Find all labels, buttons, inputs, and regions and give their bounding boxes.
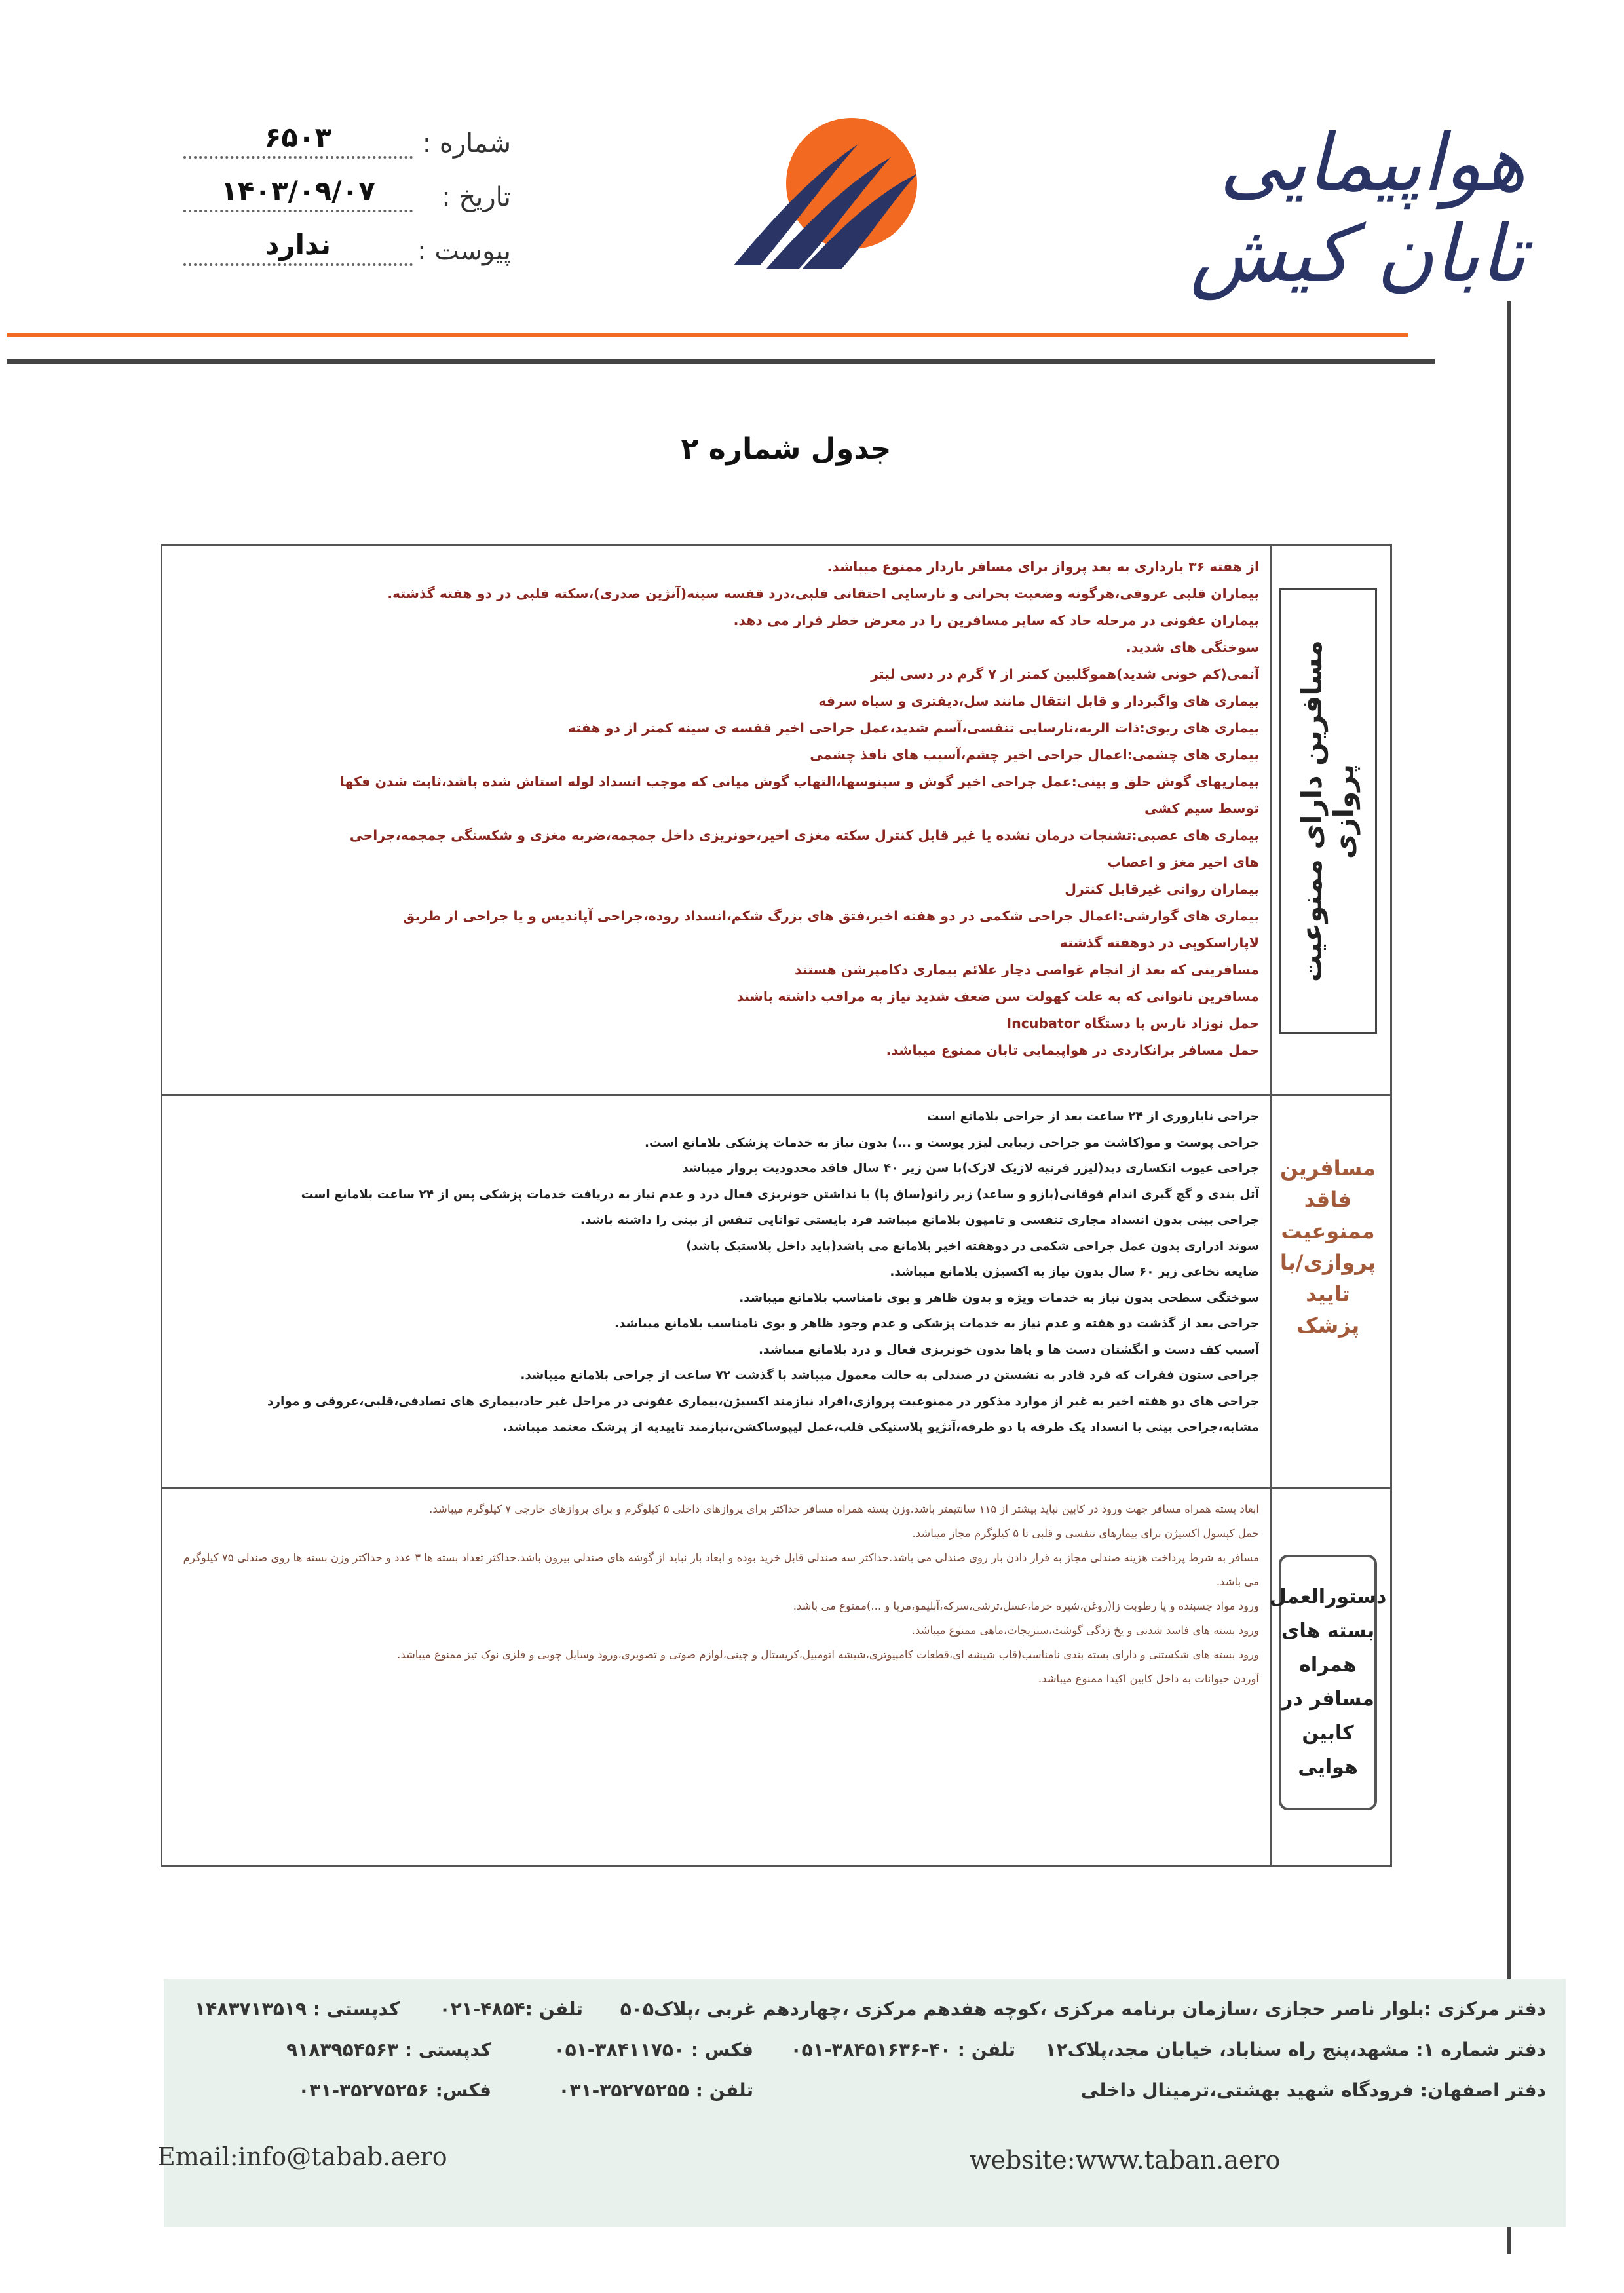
footer-email[interactable]: Email:info@tabab.aero bbox=[157, 2142, 447, 2171]
section-cabin-baggage-rules bbox=[162, 1489, 1390, 1867]
section-label-box bbox=[1279, 588, 1377, 1034]
section-label-box bbox=[1269, 1555, 1387, 1810]
number-row bbox=[183, 105, 511, 159]
mashhad-fax: فکس : ۳۸۴۱۱۷۵۰-۰۵۱ bbox=[554, 2039, 753, 2060]
rule-line: ورود بسته های فاسد شدنی و یخ زدگی گوشت،سبزیجات،ماهی ممنوع میباشد. bbox=[911, 1624, 1259, 1637]
rule-line: های اخیر مغز و اعصاب bbox=[1107, 854, 1259, 870]
rule-line: سوختگی های شدید. bbox=[1125, 639, 1259, 655]
document-title: جدول شماره ۲ bbox=[681, 432, 892, 466]
section-label-box bbox=[1279, 1116, 1377, 1378]
restrictions-table bbox=[161, 544, 1392, 1867]
number-label: شماره : bbox=[422, 128, 511, 159]
section-label: مسافرین دارای ممنوعیت پروازی bbox=[1296, 640, 1360, 982]
isfahan-phone: تلفن : ۳۵۲۷۵۲۵۵-۰۳۱ bbox=[558, 2079, 753, 2101]
rule-line: بیماری های چشمی:اعمال جراحی اخیر چشم،آسیب های نافذ چشمی bbox=[810, 747, 1259, 763]
rule-line: جراحی ستون فقرات که فرد قادر به نشستن در صندلی به حالت معمول میباشد با گذشت ۷۲ ساعت از جراحی بلامانع میباشد. bbox=[520, 1369, 1259, 1382]
isfahan-fax: فکس: ۳۵۲۷۵۲۵۶-۰۳۱ bbox=[298, 2079, 491, 2101]
rule-line: سوختگی سطحی بدون نیاز به خدمات ویژه و بدون ظاهر و بوی نامناسب بلامانع میباشد. bbox=[739, 1291, 1259, 1305]
section-label: دستورالعمل بسته های همراه مسافر در کابین هوایی bbox=[1269, 1585, 1387, 1779]
section-permitted-with-approval bbox=[162, 1096, 1390, 1489]
rule-line: مشابه،جراحی بینی با انسداد یک طرفه یا دو طرفه،آنژیو پلاستیکی قلب،عمل لیپوساکشن،نیازمند تاییدیه از پزشک معتمد میباشد. bbox=[502, 1420, 1259, 1434]
rule-line: جراحی های دو هفته اخیر به غیر از موارد مذکور در ممنوعیت پروازی،افراد نیازمند اکسیژن،بیماری عفونی در مراحل غیر حاد،بیماری های تصادفی،قلبی،عروقی و موارد bbox=[267, 1394, 1259, 1409]
header-orange-rule bbox=[7, 333, 1408, 337]
rule-line: جراحی پوست و مو(کاشت مو جراحی زیبایی لیزر پوست و ...) بدون نیاز به خدمات پزشکی بلامانع است. bbox=[644, 1135, 1259, 1150]
taban-sun-logo-icon bbox=[721, 111, 937, 275]
rule-line: بیماران روانی غیرقابل کنترل bbox=[1065, 881, 1259, 897]
head-office-phone: تلفن :۴۸۵۴-۰۲۱ bbox=[439, 1998, 583, 2020]
rule-line: ورود بسته های شکستنی و دارای بسته بندی نامناسب(قاب شیشه ای،قطعات کامپیوتری،شیشه اتومبیل،کریستال و چینی،لوازم صوتی و تصویری،ورود وسایل چوبی و فلزی نوک تیز ممنوع میباشد. bbox=[397, 1648, 1259, 1661]
rule-line: حمل نوزاد نارس با دستگاه Incubator bbox=[1006, 1015, 1259, 1031]
rule-line: ضایعه نخاعی زیر ۶۰ سال بدون نیاز به اکسیژن بلامانع میباشد. bbox=[890, 1265, 1259, 1279]
date-label: تاریخ : bbox=[442, 182, 511, 212]
section-body bbox=[172, 1104, 1259, 1481]
section-divider bbox=[1270, 546, 1272, 1094]
date-row bbox=[183, 159, 511, 212]
rule-line: مسافرین ناتوانی که به علت کهولت سن ضعف شدید نیاز به مراقب داشته باشند bbox=[736, 989, 1259, 1004]
rule-line: حمل مسافر برانکاردی در هواپیمایی تابان ممنوع میباشد. bbox=[886, 1042, 1259, 1058]
rule-line: بیماری های عصبی:تشنجات درمان نشده یا غیر قابل کنترل سکته مغزی اخیر،خونریزی داخل جمجمه،ضربه مغزی و شکستگی جمجمه،جراحی bbox=[349, 827, 1259, 843]
head-office-postal-code: کدپستی : ۱۴۸۳۷۱۳۵۱۹ bbox=[195, 1998, 400, 2020]
rule-line: آوردن حیوانات به داخل کابین اکیدا ممنوع میباشد. bbox=[1038, 1673, 1259, 1685]
mashhad-postal-code: کدپستی : ۹۱۸۳۹۵۴۵۶۳ bbox=[286, 2039, 491, 2060]
rule-line: بیماران عفونی در مرحله حاد که سایر مسافرین را در معرض خطر قرار می دهد. bbox=[733, 613, 1259, 628]
rule-line: حمل کپسول اکسیژن برای بیمارهای تنفسی و قلبی تا ۵ کیلوگرم مجاز میباشد. bbox=[912, 1527, 1259, 1540]
rule-line: لاپاراسکوپی در دوهفته گذشته bbox=[1059, 935, 1259, 951]
rule-line: بیماران قلبی عروقی،هرگونه وضعیت بحرانی و نارسایی احتقانی قلبی،درد قفسه سینه(آنژین صدری)،سکته قلبی در دو هفته گذشته. bbox=[387, 586, 1259, 601]
isfahan-address: دفتر اصفهان: فرودگاه شهید بهشتی،ترمینال داخلی bbox=[1080, 2079, 1546, 2101]
page-vertical-rule bbox=[1507, 301, 1511, 2254]
company-name: هواپیمایی تابان کیش bbox=[1190, 118, 1526, 300]
rule-line: بیماری های واگیردار و قابل انتقال مانند سل،دیفتری و سیاه سرفه bbox=[818, 693, 1259, 709]
attachment-row bbox=[183, 212, 511, 266]
attachment-value: ندارد bbox=[183, 229, 413, 266]
attachment-label: پیوست : bbox=[417, 236, 511, 266]
footer-band bbox=[164, 1979, 1566, 2227]
section-divider bbox=[1270, 1096, 1272, 1487]
rule-line: مسافر به شرط پرداخت هزینه صندلی مجاز به قرار دادن بار روی صندلی می باشد.حداکثر سه صندلی قابل خرید بوده و ابعاد بار نباید از گوشه های صندلی بیرون باشد.حداکثر تعداد بسته ها ۳ عدد و حداکثر وزن بسته ها روی صندلی ۷۵ کیلوگرم می باشد. bbox=[183, 1551, 1259, 1588]
rule-line: آسیب کف دست و انگشتان دست ها و پاها بدون خونریزی فعال و درد بلامانع میباشد. bbox=[758, 1342, 1259, 1357]
rule-line: بیماریهای گوش حلق و بینی:عمل جراحی اخیر گوش و سینوسها،التهاب گوش میانی که موجب انسداد لوله استاش شده باشد،ثابت شدن فکها bbox=[339, 774, 1259, 789]
rule-line: مسافرینی که بعد از انجام غواصی دچار علائم بیماری دکامپرشن هستند bbox=[795, 962, 1259, 977]
rule-line: از هفته ۳۶ بارداری به بعد پرواز برای مسافر باردار ممنوع میباشد. bbox=[827, 559, 1259, 575]
section-label: مسافرین فاقد ممنوعیت پروازی/با تایید پزشک bbox=[1279, 1156, 1376, 1338]
section-body bbox=[172, 1497, 1259, 1861]
number-value: ۶۵۰۳ bbox=[183, 121, 413, 159]
head-office-address: دفتر مرکزی :بلوار ناصر حجازی ،سازمان برنامه مرکزی ،کوچه هفدهم مرکزی ،چهاردهم غربی ،پلاک۵۰۵ bbox=[620, 1998, 1546, 2020]
rule-line: آتل بندی و گچ گیری اندام فوقانی(بازو و ساعد) زیر زانو(ساق پا) با نداشتن خونریزی فعال درد و عدم نیاز به دریافت خدمات پزشکی پس از ۲۴ ساعت بلامانع است bbox=[301, 1187, 1259, 1202]
header-dark-rule bbox=[7, 359, 1435, 364]
section-flight-prohibited bbox=[162, 546, 1390, 1096]
rule-line: سوند ادراری بدون عمل جراحی شکمی در دوهفته اخیر بلامانع می باشد(باید داخل پلاستیک باشد) bbox=[686, 1239, 1259, 1253]
mashhad-phone: تلفن : ۴۰-۳۸۴۵۱۶۳۶-۰۵۱ bbox=[790, 2039, 1015, 2060]
mashhad-address: دفتر شماره ۱: مشهد،پنج راه سناباد، خیابان مجد،پلاک۱۲ bbox=[1045, 2039, 1546, 2060]
rule-line: ابعاد بسته همراه مسافر جهت ورود در کابین نباید بیشتر از ۱۱۵ سانتیمتر باشد.وزن بسته همراه مسافر حداکثر برای پروازهای داخلی ۵ کیلوگرم و برای پروازهای خارجی ۷ کیلوگرم میباشد. bbox=[429, 1503, 1259, 1515]
rule-line: جراحی عیوب انکساری دید(لیزر قرنیه لازیک لازک)با سن زیر ۴۰ سال فاقد محدودیت پرواز میباشد bbox=[682, 1162, 1259, 1175]
rule-line: آنمی(کم خونی شدید)هموگلبین کمتر از ۷ گرم در دسی لیتر bbox=[871, 666, 1259, 682]
rule-line: توسط سیم کشی bbox=[1144, 801, 1259, 816]
rule-line: جراحی بعد از گذشت دو هفته و عدم نیاز به خدمات پزشکی و عدم وجود ظاهر و بوی نامناسب بلامانع میباشد. bbox=[614, 1317, 1259, 1331]
rule-line: جراحی ناباروری از ۲۴ ساعت بعد از جراحی بلامانع است bbox=[926, 1110, 1259, 1124]
rule-line: بیماری های گوارشی:اعمال جراحی شکمی در دو هفته اخیر،فتق های بزرگ شکم،انسداد روده،جراحی آپاندیس و یا جراحی از طریق bbox=[403, 908, 1259, 924]
footer-website[interactable]: website:www.taban.aero bbox=[970, 2146, 1281, 2174]
date-value: ۱۴۰۳/۰۹/۰۷ bbox=[183, 175, 413, 212]
rule-line: بیماری های ریوی:ذات الریه،نارسایی تنفسی،آسم شدید،عمل جراحی اخیر قفسه ی سینه کمتر از دو هفته bbox=[567, 720, 1259, 736]
rule-line: ورود مواد چسبنده و یا رطوبت زا(روغن،شیره خرما،عسل،ترشی،سرکه،آبلیمو،مربا و ...)ممنوع می باشد. bbox=[793, 1600, 1259, 1612]
document-meta bbox=[183, 105, 511, 266]
rule-line: جراحی بینی بدون انسداد مجاری تنفسی و تامپون بلامانع میباشد فرد بایستی توانایی تنفس از بینی را داشته باشد. bbox=[580, 1213, 1259, 1227]
section-body bbox=[172, 554, 1259, 1088]
